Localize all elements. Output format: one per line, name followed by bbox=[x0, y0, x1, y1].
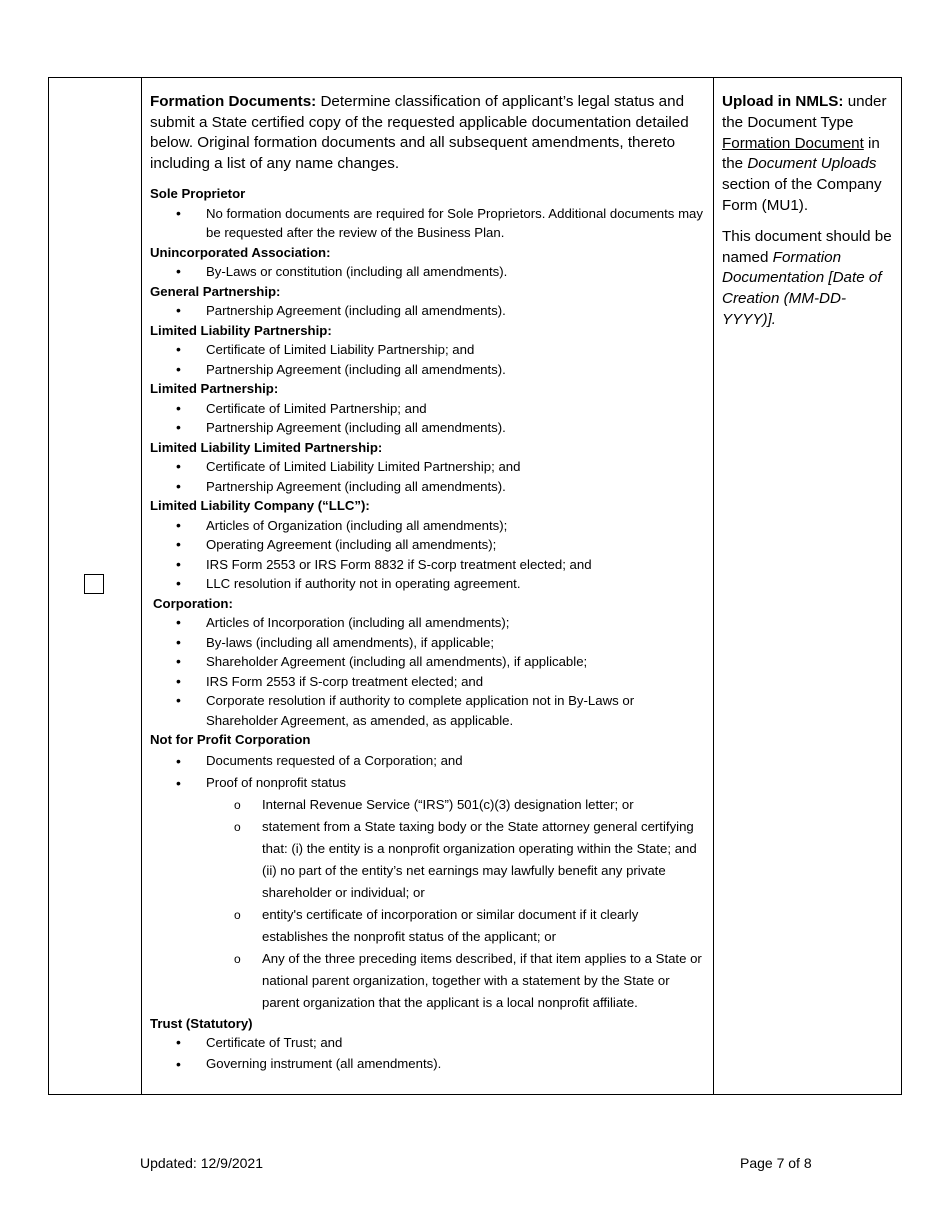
list-item: • IRS Form 2553 or IRS Form 8832 if S-corp treatment elected; and bbox=[150, 555, 705, 575]
document-name: Formation Documentation [Date of Creation (MM-DD-YYYY)]. bbox=[722, 248, 882, 328]
list-item: • Certificate of Limited Liability Partnership; and bbox=[150, 340, 705, 360]
section-limited-liability-partnership bbox=[150, 321, 705, 380]
list-item: • Certificate of Limited Liability Limited Partnership; and bbox=[150, 457, 705, 477]
upload-text: in the bbox=[722, 134, 880, 173]
list-item: • LLC resolution if authority not in operating agreement. bbox=[150, 574, 705, 594]
section-heading: Limited Liability Limited Partnership: bbox=[150, 439, 383, 455]
list-item: • Shareholder Agreement (including all amendments), if applicable; bbox=[150, 652, 705, 672]
list-item: • Certificate of Trust; and bbox=[150, 1033, 705, 1053]
section-limited-partnership bbox=[150, 379, 705, 438]
formation-intro-title: Formation Documents: bbox=[150, 93, 317, 110]
list-item: • Partnership Agreement (including all amendments). bbox=[150, 301, 705, 321]
list-item: • By-laws (including all amendments), if applicable; bbox=[150, 633, 705, 653]
section-limited-liability-limited-partnership bbox=[150, 438, 705, 497]
section-sole-proprietor bbox=[150, 184, 705, 243]
section-heading: Unincorporated Association: bbox=[150, 244, 331, 260]
sub-list-item: o statement from a State taxing body or the State attorney general certifying that: (i) the entity is a nonprofit organization operating within the State; and (ii) no part of the entity’s net earnings may lawfully benefit any private shareholder or individual; or bbox=[150, 816, 705, 904]
upload-text: under the Document Type bbox=[722, 93, 887, 131]
upload-instruction bbox=[722, 92, 893, 217]
section-corporation bbox=[150, 594, 705, 731]
section-unincorporated-association bbox=[150, 243, 705, 282]
naming-text: This document should be named bbox=[722, 227, 892, 266]
section-trust bbox=[150, 1014, 705, 1075]
section-heading: Not for Profit Corporation bbox=[150, 732, 311, 747]
sub-list-item: o Internal Revenue Service (“IRS”) 501(c)(3) designation letter; or bbox=[150, 794, 705, 816]
upload-section: Document Uploads bbox=[747, 155, 877, 173]
completion-checkbox[interactable] bbox=[84, 574, 104, 594]
list-item: • Articles of Incorporation (including all amendments); bbox=[150, 613, 705, 633]
list-item: • Governing instrument (all amendments). bbox=[150, 1053, 705, 1075]
list-item: • Certificate of Limited Partnership; and bbox=[150, 399, 705, 419]
section-heading: Sole Proprietor bbox=[150, 186, 246, 201]
section-heading: Limited Liability Company (“LLC”): bbox=[150, 498, 370, 513]
list-item: • Proof of nonprofit status bbox=[150, 772, 705, 794]
document-type: Formation Document bbox=[722, 134, 864, 152]
requirements-table bbox=[48, 77, 902, 1095]
checkbox-column bbox=[49, 78, 142, 1094]
upload-instructions-column bbox=[714, 78, 901, 1094]
sub-list-item: o Any of the three preceding items described, if that item applies to a State or national parent organization, together with a statement by the State or parent organization that the applicant is a local nonprofit affiliate. bbox=[150, 948, 705, 1014]
naming-instruction bbox=[722, 227, 893, 331]
list-item: • Documents requested of a Corporation; and bbox=[150, 750, 705, 772]
upload-text: section of the Company Form (MU1). bbox=[722, 176, 882, 214]
section-heading: Trust (Statutory) bbox=[150, 1015, 253, 1031]
section-llc bbox=[150, 496, 705, 594]
list-item: • Operating Agreement (including all amendments); bbox=[150, 535, 705, 555]
upload-label: Upload in NMLS: bbox=[722, 93, 844, 110]
section-heading: Limited Liability Partnership: bbox=[150, 322, 332, 338]
list-item: • No formation documents are required for Sole Proprietors. Additional documents may be requested after the review of the Business Plan. bbox=[150, 204, 705, 243]
list-item: • Partnership Agreement (including all amendments). bbox=[150, 418, 705, 438]
list-item: • Partnership Agreement (including all amendments). bbox=[150, 360, 705, 380]
formation-intro bbox=[150, 92, 705, 174]
requirements-column bbox=[142, 78, 714, 1094]
section-heading: Limited Partnership: bbox=[150, 381, 279, 396]
section-heading: General Partnership: bbox=[150, 283, 281, 299]
section-heading: Corporation: bbox=[153, 595, 233, 611]
section-not-for-profit bbox=[150, 730, 705, 1014]
list-item: • Partnership Agreement (including all amendments). bbox=[150, 477, 705, 497]
section-general-partnership bbox=[150, 282, 705, 321]
list-item: • Articles of Organization (including all amendments); bbox=[150, 516, 705, 536]
footer-updated-date: Updated: 12/9/2021 bbox=[140, 1155, 263, 1171]
list-item: • By-Laws or constitution (including all amendments). bbox=[150, 262, 705, 282]
list-item: • Corporate resolution if authority to complete application not in By-Laws or Shareholder Agreement, as amended, as applicable. bbox=[150, 691, 705, 730]
footer-page-number: Page 7 of 8 bbox=[740, 1155, 812, 1171]
list-item: • IRS Form 2553 if S-corp treatment elected; and bbox=[150, 672, 705, 692]
formation-intro-text: Determine classification of applicant’s legal status and submit a State certified copy of the requested applicable documentation detailed below. Original formation documents and all subsequent amendments, thereto including a list of any name changes. bbox=[150, 93, 689, 172]
sub-list-item: o entity's certificate of incorporation or similar document if it clearly establishes the nonprofit status of the applicant; or bbox=[150, 904, 705, 948]
